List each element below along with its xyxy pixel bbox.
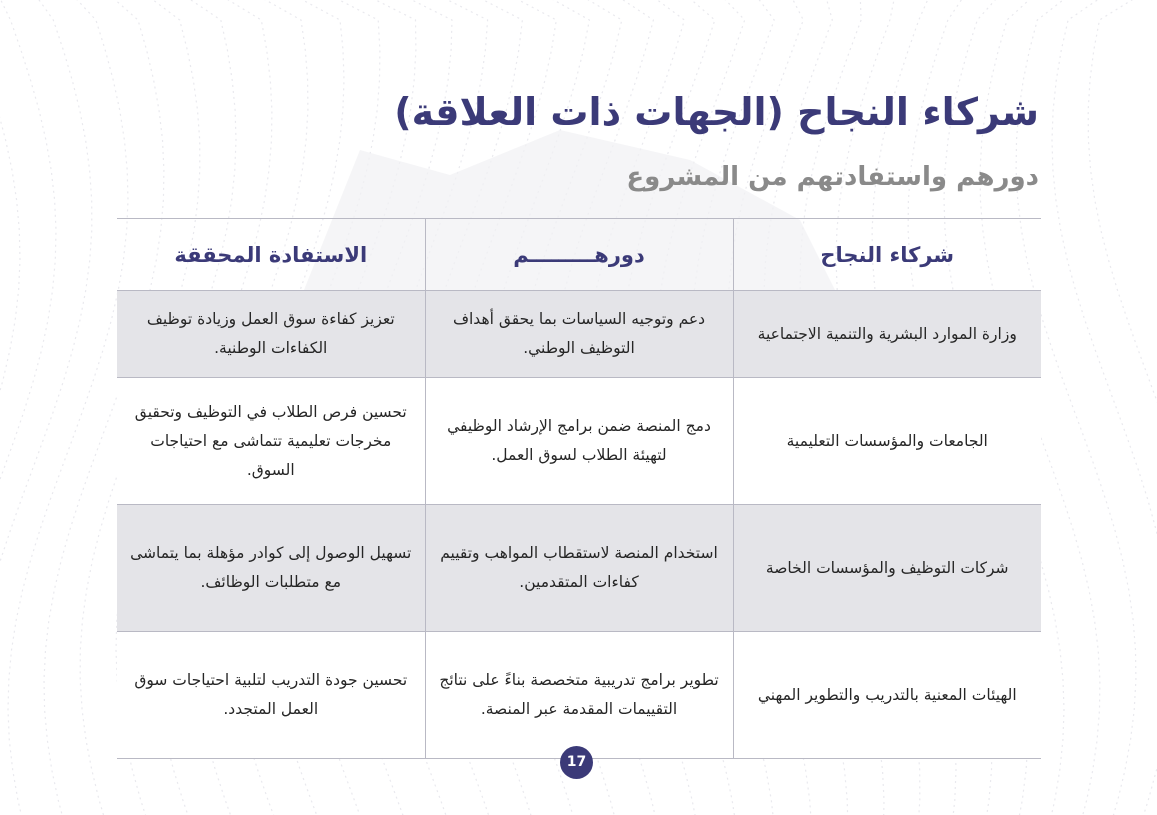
benefit-cell: تعزيز كفاءة سوق العمل وزيادة توظيف الكفاءات الوطنية. <box>117 291 425 378</box>
role-cell: استخدام المنصة لاستقطاب المواهب وتقييم كفاءات المتقدمين. <box>425 505 733 632</box>
partner-cell: الهيئات المعنية بالتدريب والتطوير المهني <box>733 632 1041 759</box>
page-subtitle: دورهم واستفادتهم من المشروع <box>626 162 1039 192</box>
benefit-cell: تسهيل الوصول إلى كوادر مؤهلة بما يتماشى مع متطلبات الوظائف. <box>117 505 425 632</box>
benefit-cell: تحسين جودة التدريب لتلبية احتياجات سوق العمل المتجدد. <box>117 632 425 759</box>
role-cell: دمج المنصة ضمن برامج الإرشاد الوظيفي لتهيئة الطلاب لسوق العمل. <box>425 378 733 505</box>
column-header-partners: شركاء النجاح <box>733 219 1041 291</box>
column-header-benefit: الاستفادة المحققة <box>117 219 425 291</box>
table-row <box>117 632 1041 759</box>
partner-cell: وزارة الموارد البشرية والتنمية الاجتماعية <box>733 291 1041 378</box>
benefit-cell: تحسين فرص الطلاب في التوظيف وتحقيق مخرجات تعليمية تتماشى مع احتياجات السوق. <box>117 378 425 505</box>
page-title: شركاء النجاح (الجهات ذات العلاقة) <box>394 90 1039 134</box>
table-row <box>117 505 1041 632</box>
role-cell: دعم وتوجيه السياسات بما يحقق أهداف التوظيف الوطني. <box>425 291 733 378</box>
partner-cell: الجامعات والمؤسسات التعليمية <box>733 378 1041 505</box>
table-header-row <box>117 219 1041 291</box>
role-cell: تطوير برامج تدريبية متخصصة بناءً على نتائج التقييمات المقدمة عبر المنصة. <box>425 632 733 759</box>
partners-table <box>117 218 1041 759</box>
page-number-badge: 17 <box>560 746 593 779</box>
partner-cell: شركات التوظيف والمؤسسات الخاصة <box>733 505 1041 632</box>
table-row <box>117 291 1041 378</box>
table-row <box>117 378 1041 505</box>
column-header-role: دورهـــــــــم <box>425 219 733 291</box>
